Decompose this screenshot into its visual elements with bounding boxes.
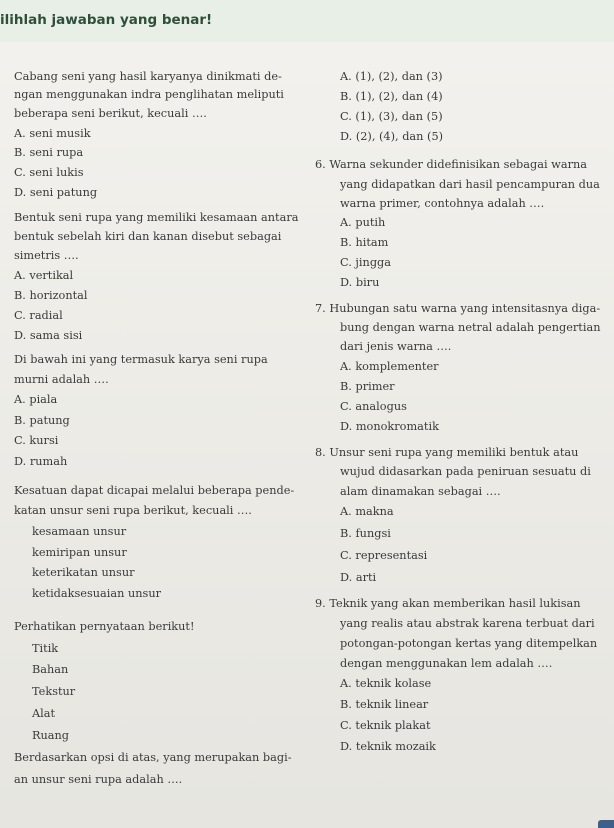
corner-mark [598,820,614,828]
q2-option-c: C. radial [14,309,63,322]
q5-item-1: Titik [32,642,59,655]
q5-option-c: C. (1), (3), dan (5) [340,110,443,123]
q9-line-4: dengan menggunakan lem adalah …. [340,657,553,670]
q1-option-d: D. seni patung [14,186,98,199]
instruction-title: ilihlah jawaban yang benar! [0,12,213,28]
q6-line-1: 6. Warna sekunder didefinisikan sebagai warna [315,158,588,171]
q2-option-b: B. horizontal [14,289,88,302]
q3-line-1: Di bawah ini yang termasuk karya seni rupa [14,353,268,366]
q7-option-c: C. analogus [340,400,407,413]
q1-line-2: ngan menggunakan indra penglihatan meliputi [14,88,284,101]
q9-line-3: potongan-potongan kertas yang ditempelkan [340,637,598,650]
q4-option-a: kesamaan unsur [32,525,127,538]
q5-item-3: Tekstur [32,685,76,698]
q5-item-5: Ruang [32,729,70,742]
q1-line-1: Cabang seni yang hasil karyanya dinikmati de- [14,70,282,83]
q8-option-b: B. fungsi [340,527,391,540]
q5-question-2: an unsur seni rupa adalah …. [14,773,183,786]
q7-option-a: A. komplementer [340,360,439,373]
q3-option-a: A. piala [14,393,58,406]
q6-option-c: C. jingga [340,256,392,269]
q7-line-2: bung dengan warna netral adalah pengertian [340,321,601,334]
q5-question-1: Berdasarkan opsi di atas, yang merupakan bagi- [14,751,292,764]
q8-option-c: C. representasi [340,549,428,562]
q2-option-d: D. sama sisi [14,329,83,342]
q6-line-2: yang didapatkan dari hasil pencampuran dua [340,178,600,191]
q3-line-2: murni adalah …. [14,373,109,386]
q5-option-b: B. (1), (2), dan (4) [340,90,443,103]
q2-option-a: A. vertikal [14,269,74,282]
q7-option-b: B. primer [340,380,395,393]
q7-option-d: D. monokromatik [340,420,439,433]
q5-item-4: Alat [32,707,56,720]
q5-option-a: A. (1), (2), dan (3) [340,70,443,83]
q1-option-c: C. seni lukis [14,166,84,179]
q7-line-3: dari jenis warna …. [340,340,452,353]
q3-option-c: C. kursi [14,434,59,447]
q9-line-2: yang realis atau abstrak karena terbuat dari [340,617,595,630]
q5-option-d: D. (2), (4), dan (5) [340,130,444,143]
q9-option-d: D. teknik mozaik [340,740,436,753]
q9-option-b: B. teknik linear [340,698,429,711]
q5-item-2: Bahan [32,663,69,676]
q5-line-1: Perhatikan pernyataan berikut! [14,620,195,633]
q4-line-2: katan unsur seni rupa berikut, kecuali …. [14,504,252,517]
q3-option-b: B. patung [14,414,70,427]
q4-line-1: Kesatuan dapat dicapai melalui beberapa pende- [14,484,295,497]
q8-line-1: 8. Unsur seni rupa yang memiliki bentuk atau [315,446,579,459]
q6-line-3: warna primer, contohnya adalah …. [340,197,545,210]
q8-line-2: wujud didasarkan pada peniruan sesuatu di [340,465,591,478]
q4-option-c: keterikatan unsur [32,566,135,579]
q1-option-a: A. seni musik [14,127,91,140]
q1-line-3: beberapa seni berikut, kecuali …. [14,107,207,120]
q6-option-a: A. putih [340,216,386,229]
q1-option-b: B. seni rupa [14,146,84,159]
q4-option-d: ketidaksesuaian unsur [32,587,162,600]
q4-option-b: kemiripan unsur [32,546,127,559]
q7-line-1: 7. Hubungan satu warna yang intensitasnya diga- [315,302,601,315]
q8-option-d: D. arti [340,571,377,584]
q6-option-d: D. biru [340,276,380,289]
q9-line-1: 9. Teknik yang akan memberikan hasil lukisan [315,597,581,610]
q2-line-3: simetris …. [14,249,79,262]
q9-option-c: C. teknik plakat [340,719,431,732]
q2-line-2: bentuk sebelah kiri dan kanan disebut sebagai [14,230,282,243]
q9-option-a: A. teknik kolase [340,677,432,690]
q8-line-3: alam dinamakan sebagai …. [340,485,501,498]
q8-option-a: A. makna [340,505,394,518]
q3-option-d: D. rumah [14,455,68,468]
q2-line-1: Bentuk seni rupa yang memiliki kesamaan antara [14,211,299,224]
q6-option-b: B. hitam [340,236,389,249]
